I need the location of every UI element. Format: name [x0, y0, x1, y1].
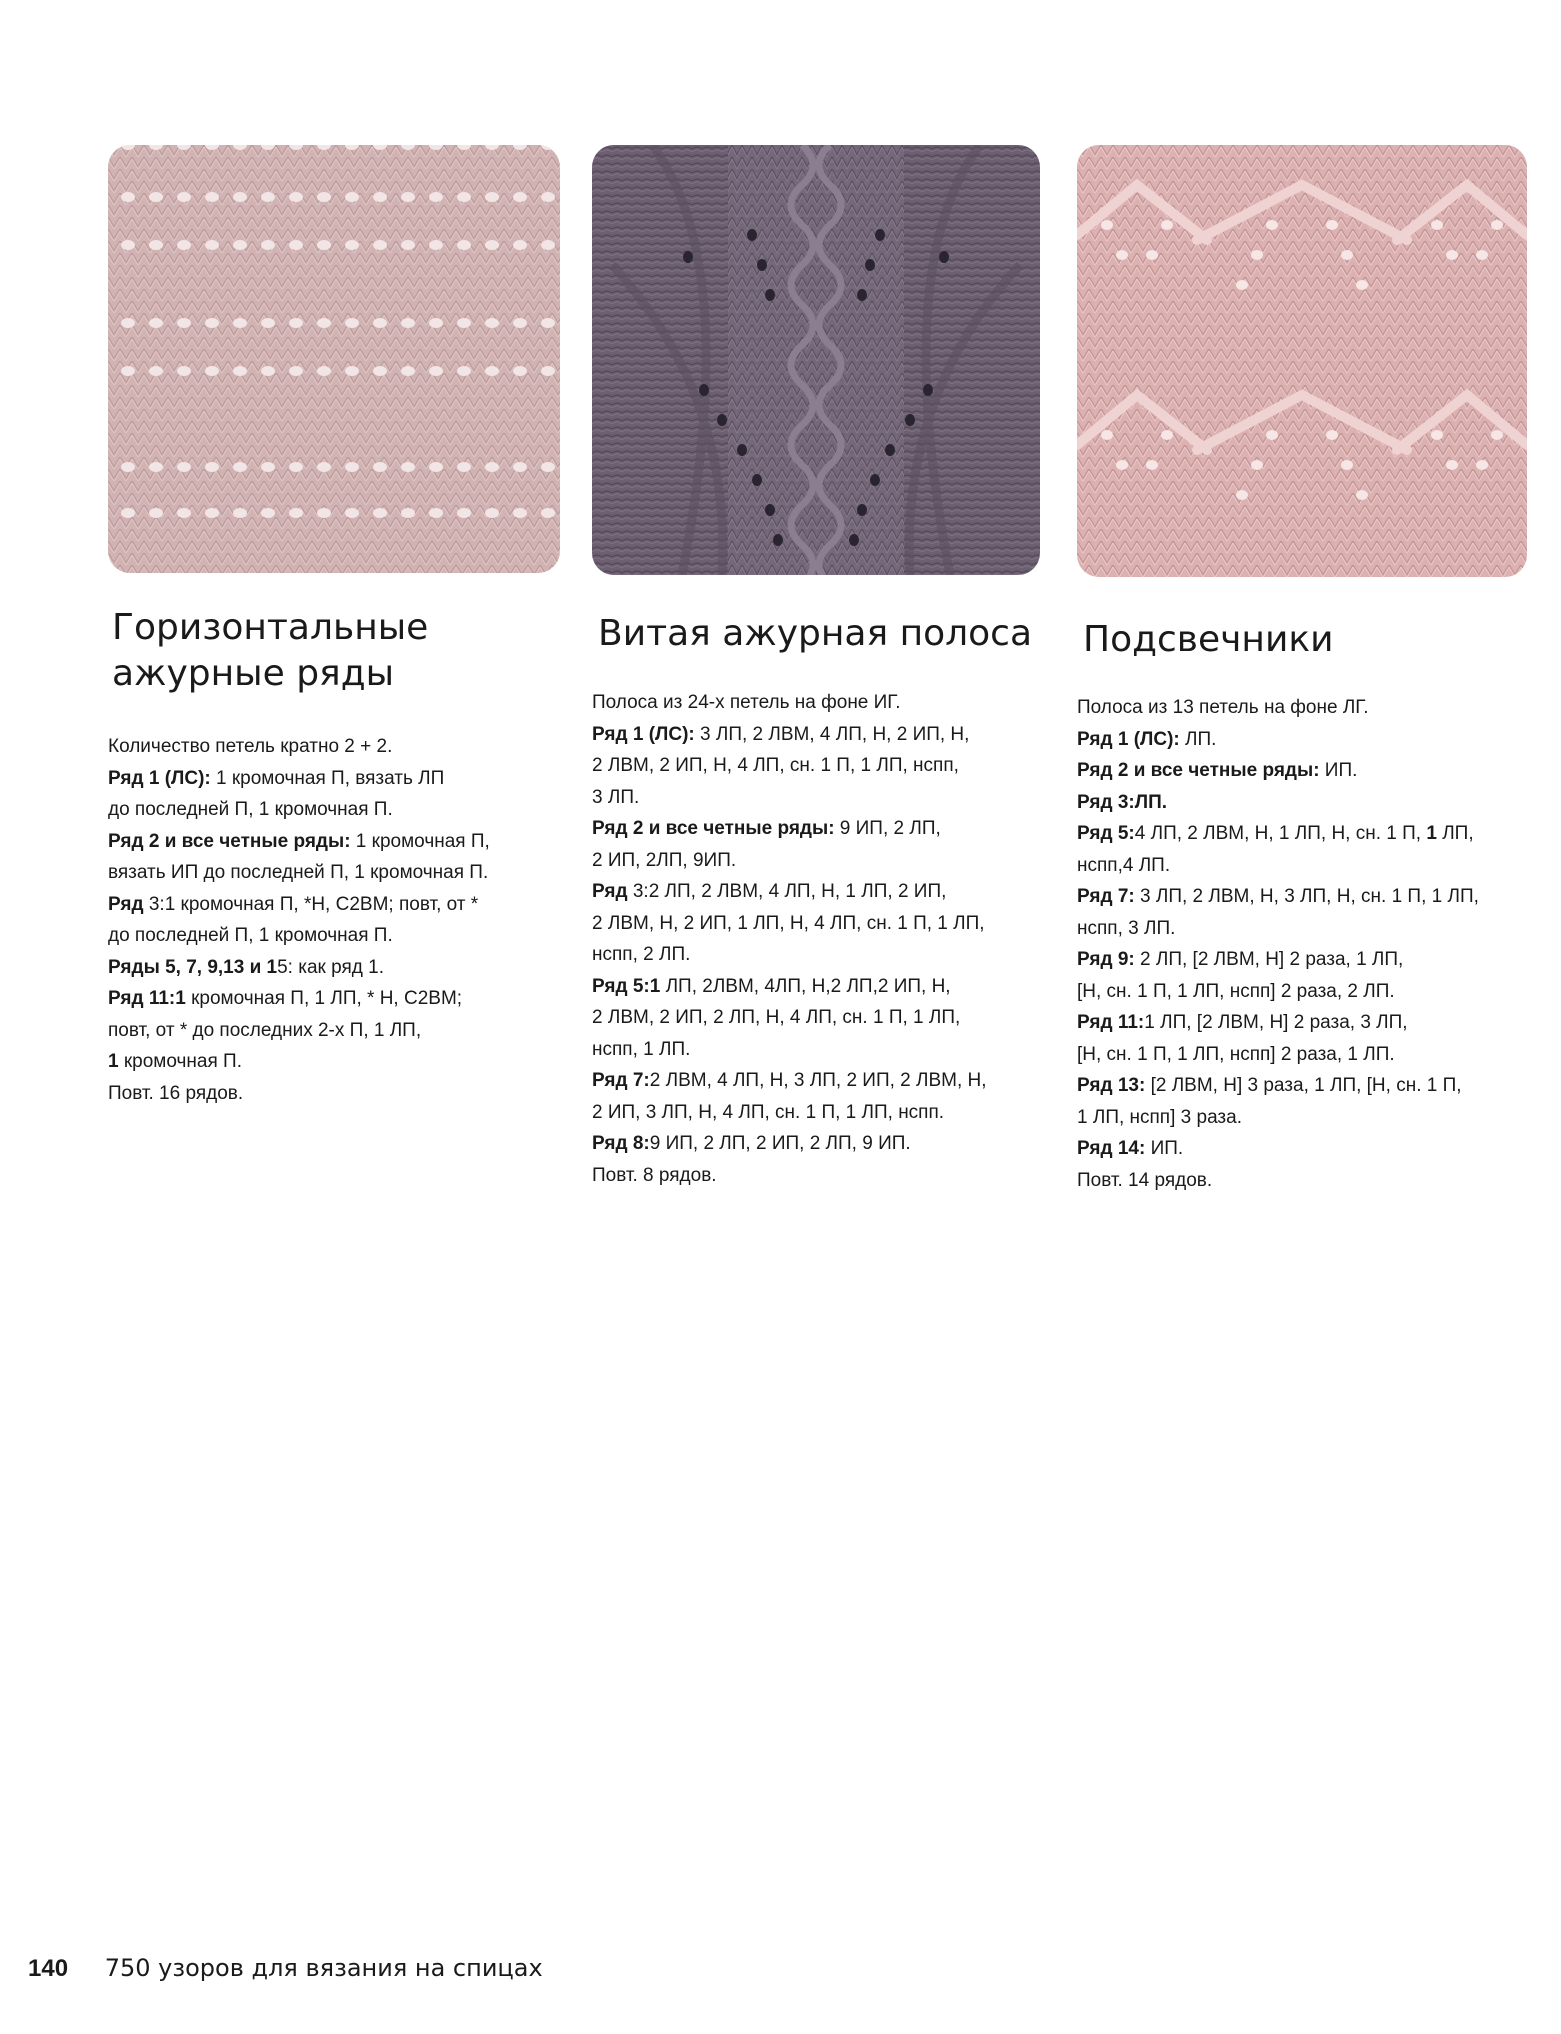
swatch-2-graphic: [592, 145, 1040, 575]
pattern-instructions: [1077, 692, 1539, 1196]
instruction-line: 2 ИП, 2ЛП, 9ИП.: [592, 849, 737, 871]
instruction-line: 2 ЛВМ, 2 ИП, 2 ЛП, Н, 4 ЛП, сн. 1 П, 1 ЛП,: [592, 1007, 961, 1028]
page-footer: [28, 1953, 543, 1984]
pattern-title: [112, 605, 568, 697]
title-line: Подсвечники: [1083, 619, 1334, 660]
instruction-line: Ряд 1 (ЛС): ЛП.: [1077, 728, 1217, 750]
instruction-line: Ряд 5:4 ЛП, 2 ЛВМ, Н, 1 ЛП, Н, сн. 1 П, 1 ЛП,: [1077, 823, 1474, 844]
title-line: ажурные ряды: [112, 653, 395, 694]
instruction-line: нспп, 1 ЛП.: [592, 1038, 691, 1060]
instruction-line: Ряд 11:1 ЛП, [2 ЛВМ, Н] 2 раза, 3 ЛП,: [1077, 1012, 1408, 1033]
knit-swatch-image-1: [108, 145, 560, 573]
instruction-line: Полоса из 24-х петель на фоне ИГ.: [592, 692, 901, 713]
instruction-line: Ряд 7:2 ЛВМ, 4 ЛП, Н, 3 ЛП, 2 ИП, 2 ЛВМ, Н,: [592, 1070, 987, 1091]
instruction-line: Ряд 2 и все четные ряды: 1 кромочная П,: [108, 830, 490, 852]
instruction-line: Ряд 2 и все четные ряды: ИП.: [1077, 760, 1358, 781]
pattern-column-2: [592, 145, 1062, 1191]
instruction-line: Ряд 2 и все четные ряды: 9 ИП, 2 ЛП,: [592, 818, 941, 839]
instruction-line: до последней П, 1 кромочная П.: [108, 925, 393, 946]
instruction-line: повт, от * до последних 2-х П, 1 ЛП,: [108, 1019, 422, 1041]
instruction-line: Ряд 3:ЛП.: [1077, 791, 1168, 813]
instruction-line: Количество петель кратно 2 + 2.: [108, 736, 393, 757]
pattern-column-1: [108, 145, 568, 1109]
instruction-line: Ряд 13: [2 ЛВМ, Н] 3 раза, 1 ЛП, [Н, сн. 1 П,: [1077, 1075, 1462, 1096]
instruction-line: 1 кромочная П.: [108, 1051, 242, 1072]
instruction-line: Повт. 14 рядов.: [1077, 1169, 1213, 1191]
instruction-line: Ряды 5, 7, 9,13 и 15: как ряд 1.: [108, 956, 384, 978]
instruction-line: Ряд 5:1 ЛП, 2ЛВМ, 4ЛП, Н,2 ЛП,2 ИП, Н,: [592, 975, 951, 997]
instruction-line: Ряд 8:9 ИП, 2 ЛП, 2 ИП, 2 ЛП, 9 ИП.: [592, 1133, 911, 1154]
swatch-3-graphic: [1077, 145, 1527, 577]
instruction-line: Ряд 3:2 ЛП, 2 ЛВМ, 4 ЛП, Н, 1 ЛП, 2 ИП,: [592, 881, 947, 902]
instruction-line: Повт. 8 рядов.: [592, 1164, 717, 1186]
instruction-line: Ряд 3:1 кромочная П, *Н, С2ВМ; повт, от *: [108, 893, 479, 915]
instruction-line: нспп, 3 ЛП.: [1077, 917, 1176, 939]
title-line: Горизонтальные: [112, 607, 429, 648]
instruction-line: 2 ЛВМ, Н, 2 ИП, 1 ЛП, Н, 4 ЛП, сн. 1 П, 1 ЛП,: [592, 912, 985, 934]
instruction-line: нспп,4 ЛП.: [1077, 854, 1171, 876]
instruction-line: нспп, 2 ЛП.: [592, 944, 691, 965]
instruction-line: Ряд 7: 3 ЛП, 2 ЛВМ, Н, 3 ЛП, Н, сн. 1 П, 1 ЛП,: [1077, 886, 1479, 907]
pattern-instructions: [108, 731, 568, 1109]
instruction-line: Ряд 14: ИП.: [1077, 1138, 1184, 1159]
instruction-line: 2 ЛВМ, 2 ИП, Н, 4 ЛП, сн. 1 П, 1 ЛП, нспп,: [592, 755, 959, 776]
swatch-1-graphic: [108, 145, 560, 573]
instruction-line: до последней П, 1 кромочная П.: [108, 799, 393, 820]
knit-swatch-image-3: [1077, 145, 1527, 577]
instruction-line: Ряд 9: 2 ЛП, [2 ЛВМ, Н] 2 раза, 1 ЛП,: [1077, 949, 1404, 970]
instruction-line: Повт. 16 рядов.: [108, 1082, 244, 1104]
instruction-line: 1 ЛП, нспп] 3 раза.: [1077, 1106, 1242, 1128]
instruction-line: [Н, сн. 1 П, 1 ЛП, нспп] 2 раза, 2 ЛП.: [1077, 980, 1395, 1002]
instruction-line: вязать ИП до последней П, 1 кромочная П.: [108, 862, 489, 883]
page-number: 140: [28, 1955, 69, 1982]
book-title: 750 узоров для вязания на спицах: [104, 1954, 543, 1982]
instruction-line: Полоса из 13 петель на фоне ЛГ.: [1077, 697, 1369, 718]
instruction-line: 3 ЛП.: [592, 786, 640, 808]
knit-swatch-image-2: [592, 145, 1040, 575]
pattern-title: [598, 611, 1062, 657]
pattern-title: [1083, 617, 1539, 663]
instruction-line: Ряд 1 (ЛС): 3 ЛП, 2 ЛВМ, 4 ЛП, Н, 2 ИП, Н,: [592, 723, 970, 745]
instruction-line: 2 ИП, 3 ЛП, Н, 4 ЛП, сн. 1 П, 1 ЛП, нспп.: [592, 1101, 945, 1123]
pattern-column-3: [1077, 145, 1539, 1196]
instruction-line: [Н, сн. 1 П, 1 ЛП, нспп] 2 раза, 1 ЛП.: [1077, 1043, 1395, 1065]
instruction-line: Ряд 1 (ЛС): 1 кромочная П, вязать ЛП: [108, 767, 445, 789]
title-line: Витая ажурная полоса: [598, 613, 1033, 654]
instruction-line: Ряд 11:1 кромочная П, 1 ЛП, * Н, С2ВМ;: [108, 988, 463, 1009]
pattern-instructions: [592, 687, 1062, 1191]
